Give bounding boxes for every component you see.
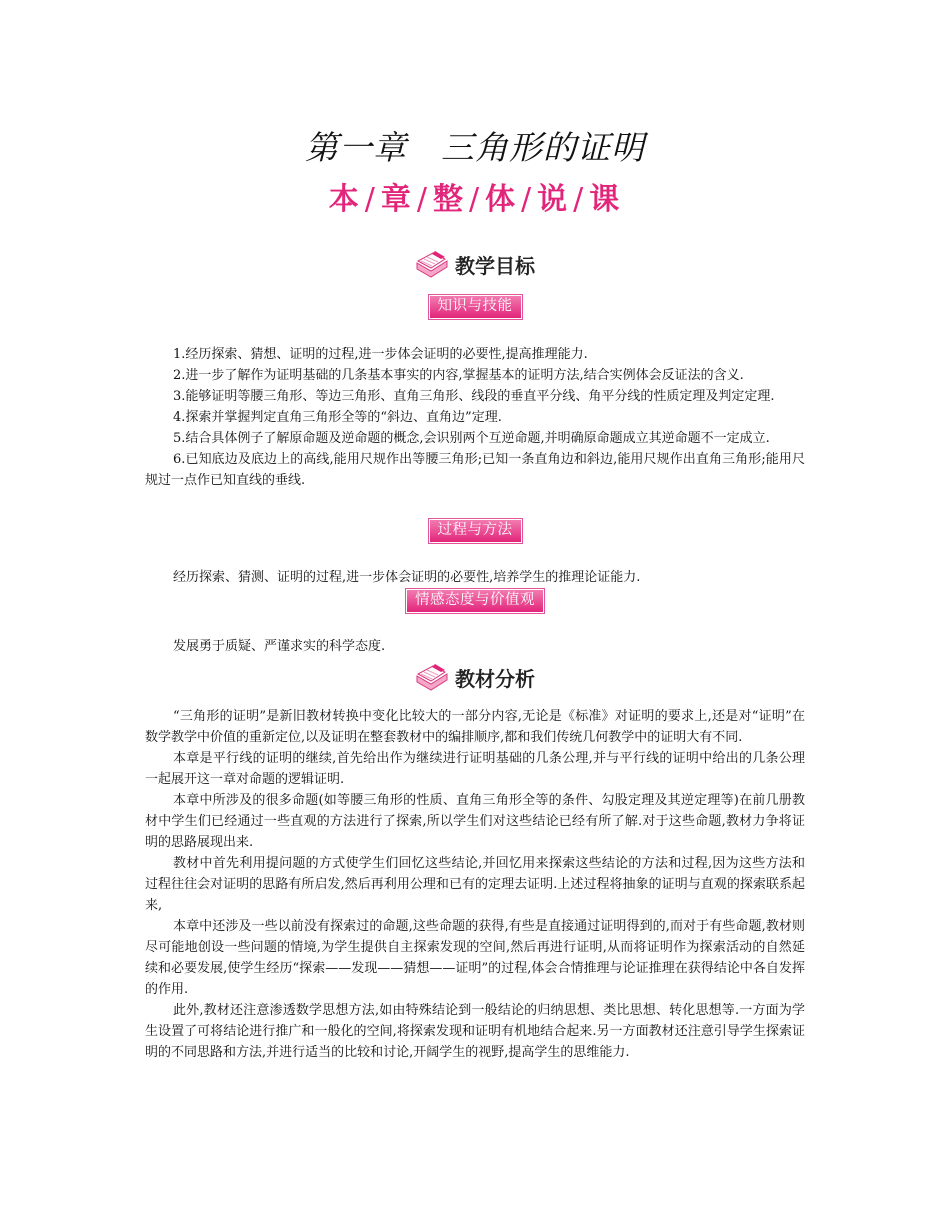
attitude-values-text — [145, 636, 805, 657]
list-item: 5.结合具体例子了解原命题及逆命题的概念,会识别两个互逆命题,并明确原命题成立其逆命题不一定成立. — [173, 431, 770, 446]
subtitle-separator: / — [521, 182, 534, 217]
paragraph: 发展勇于质疑、严谨求实的科学态度. — [173, 639, 386, 654]
section-heading-label: 教材分析 — [455, 666, 535, 691]
teaching-goals-heading — [0, 249, 950, 279]
knowledge-goals-list — [145, 344, 805, 491]
section-heading-label: 教学目标 — [455, 253, 535, 278]
paragraph: 经历探索、猜测、证明的过程,进一步体会证明的必要性,培养学生的推理论证能力. — [173, 570, 641, 585]
subtitle-separator: / — [364, 182, 377, 217]
attitude-values-tag — [0, 589, 950, 613]
chapter-title: 第一章 三角形的证明 — [305, 128, 645, 167]
book-icon — [415, 662, 449, 692]
tag-label: 情感态度与价值观 — [406, 589, 544, 613]
list-item: 4.探索并掌握判定直角三角形全等的“斜边、直角边”定理. — [173, 410, 502, 425]
subtitle-char: 本 — [328, 182, 361, 217]
process-method-text — [145, 567, 805, 588]
list-item: 3.能够证明等腰三角形、等边三角形、直角三角形、线段的垂直平分线、角平分线的性质定理及判定定理. — [173, 389, 775, 404]
process-method-tag — [0, 519, 950, 543]
paragraph: 此外,教材还注意渗透数学思想方法,如由特殊结论到一般结论的归纳思想、类比思想、转化思想等.一方面为学生设置了可将结论进行推广和一般化的空间,将探索发现和证明有机地结合起来.另一方面教材还注意引导学生探索证明的不同思路和方法,并进行适当的比较和讨论,开阔学生的视野,提高学生的思维能力. — [145, 1003, 805, 1060]
book-icon — [415, 249, 449, 279]
material-analysis-text — [145, 706, 805, 1063]
subtitle-char: 体 — [485, 182, 518, 217]
paragraph: 教材中首先利用提问题的方式使学生们回忆这些结论,并回忆用来探索这些结论的方法和过程,因为这些方法和过程往往会对证明的思路有所启发,然后再利用公理和已有的定理去证明.上述过程将抽象的证明与直观的探索联系起来, — [145, 856, 805, 913]
list-item: 2.进一步了解作为证明基础的几条基本事实的内容,掌握基本的证明方法,结合实例体会反证法的含义. — [173, 368, 744, 383]
paragraph: 本章中所涉及的很多命题(如等腰三角形的性质、直角三角形全等的条件、勾股定理及其逆定理等)在前几册教材中学生们已经通过一些直观的方法进行了探索,所以学生们对这些结论已经有所了解.对于这些命题,教材力争将证明的思路展现出来. — [145, 793, 805, 850]
tag-label: 过程与方法 — [429, 519, 522, 543]
subtitle-char: 整 — [432, 182, 465, 217]
subtitle-separator: / — [573, 182, 586, 217]
subtitle-separator: / — [468, 182, 482, 217]
material-analysis-heading — [0, 662, 950, 692]
knowledge-skills-tag — [0, 295, 950, 319]
chapter-subtitle — [0, 174, 950, 218]
tag-label: 知识与技能 — [429, 295, 522, 319]
list-item: 6.已知底边及底边上的高线,能用尺规作出等腰三角形;已知一条直角边和斜边,能用尺规作出直角三角形;能用尺规过一点作已知直线的垂线. — [145, 452, 805, 488]
list-item: 1.经历探索、猜想、证明的过程,进一步体会证明的必要性,提高推理能力. — [173, 347, 588, 362]
subtitle-char: 章 — [380, 182, 413, 217]
paragraph: 本章中还涉及一些以前没有探索过的命题,这些命题的获得,有些是直接通过证明得到的,而对于有些命题,教材则尽可能地创设一些问题的情境,为学生提供自主探索发现的空间,然后再进行证明,从而将证明作为探索活动的自然延续和必要发展,使学生经历“探索——发现——猜想——证明”的过程,体会合情推理与论证推理在获得结论中各自发挥的作用. — [145, 919, 805, 997]
paragraph: 本章是平行线的证明的继续,首先给出作为继续进行证明基础的几条公理,并与平行线的证明中给出的几条公理一起展开这一章对命题的逻辑证明. — [145, 751, 805, 787]
subtitle-separator: / — [416, 182, 429, 217]
subtitle-char: 说 — [537, 182, 570, 217]
subtitle-char: 课 — [589, 182, 622, 217]
paragraph: “三角形的证明”是新旧教材转换中变化比较大的一部分内容,无论是《标准》对证明的要求上,还是对“证明”在数学教学中价值的重新定位,以及证明在整套教材中的编排顺序,都和我们传统几何教学中的证明大有不同. — [145, 709, 805, 745]
